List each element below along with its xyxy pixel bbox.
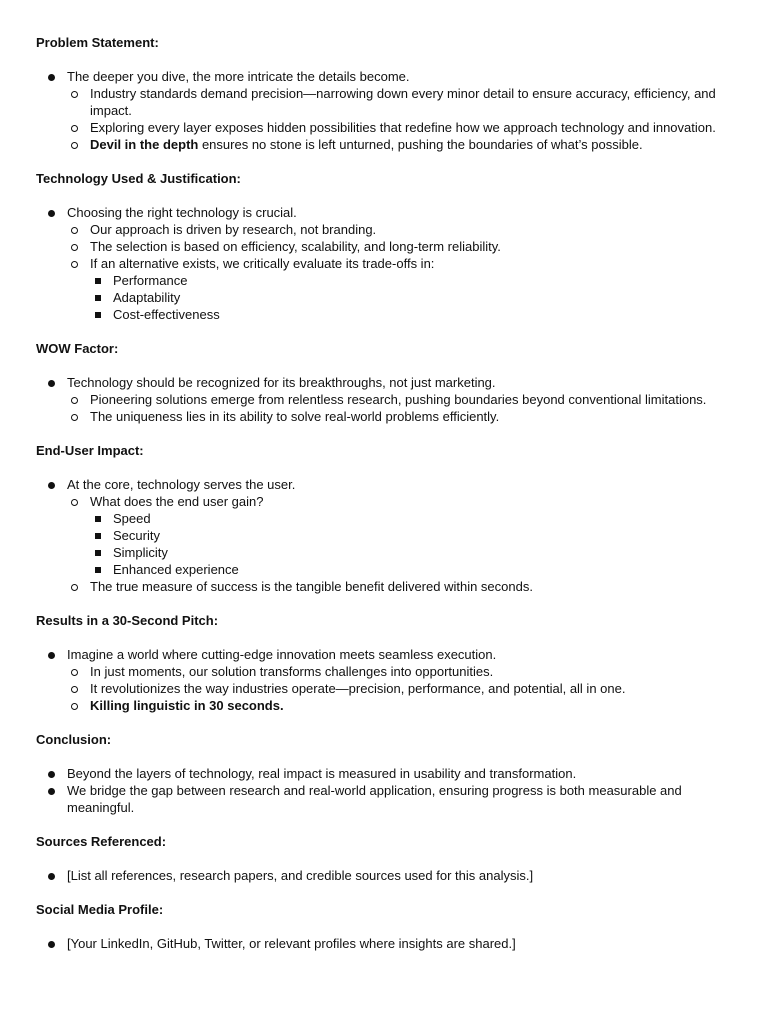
list-item-text: The deeper you dive, the more intricate the details become.	[67, 69, 410, 84]
list-item-text: At the core, technology serves the user.	[67, 477, 296, 492]
sub-list-item-text: If an alternative exists, we critically evaluate its trade-offs in:	[90, 256, 435, 271]
bullet-circle-icon	[67, 85, 87, 102]
sub-list-item	[67, 408, 734, 425]
sub-list	[67, 493, 734, 595]
list-item-text: Imagine a world where cutting-edge innovation meets seamless execution.	[67, 647, 497, 662]
tradeoff-item	[90, 289, 734, 306]
tradeoff-item	[90, 272, 734, 289]
sub-list-item	[67, 119, 734, 136]
heading-problem-statement: Problem Statement:	[36, 35, 159, 50]
impact-list	[36, 476, 734, 595]
list-item-text: Choosing the right technology is crucial.	[67, 205, 297, 220]
bullet-square-icon	[90, 544, 110, 561]
bullet-square-icon	[90, 527, 110, 544]
bullet-circle-icon	[67, 221, 87, 238]
sub-list-item-text: Pioneering solutions emerge from relentless research, pushing boundaries beyond conventional limitations.	[90, 392, 707, 407]
sub-list-item-text: The selection is based on efficiency, scalability, and long-term reliability.	[90, 239, 501, 254]
bullet-circle-icon	[67, 663, 87, 680]
heading-technology: Technology Used & Justification:	[36, 171, 241, 186]
bullet-circle-icon	[67, 493, 87, 510]
bullet-circle-icon	[67, 136, 87, 153]
list-item-text: Technology should be recognized for its breakthroughs, not just marketing.	[67, 375, 496, 390]
gain-item	[90, 510, 734, 527]
bullet-circle-icon	[67, 255, 87, 272]
sub-list-item-text: The true measure of success is the tangible benefit delivered within seconds.	[90, 579, 533, 594]
heading-wow-factor: WOW Factor:	[36, 341, 119, 356]
bullet-circle-icon	[67, 119, 87, 136]
bullet-square-icon	[90, 289, 110, 306]
bullet-disc-icon	[36, 765, 56, 782]
list-item-text: We bridge the gap between research and real-world application, ensuring progress is both measurable and meaningful.	[67, 783, 682, 815]
sub-list-item	[67, 663, 734, 680]
pitch-closing: Killing linguistic in 30 seconds.	[90, 698, 284, 713]
bullet-square-icon	[90, 561, 110, 578]
bullet-disc-icon	[36, 646, 56, 663]
tradeoff-text: Cost-effectiveness	[113, 307, 220, 322]
bullet-disc-icon	[36, 867, 56, 884]
list-item	[36, 867, 734, 884]
bullet-circle-icon	[67, 697, 87, 714]
problem-list	[36, 68, 734, 153]
gain-text: Enhanced experience	[113, 562, 239, 577]
gains-list	[90, 510, 734, 578]
list-item	[36, 782, 734, 816]
sub-list-item	[67, 493, 734, 578]
gain-text: Speed	[113, 511, 151, 526]
list-item	[36, 204, 734, 323]
gain-text: Security	[113, 528, 160, 543]
gain-item	[90, 544, 734, 561]
sub-list-item	[67, 680, 734, 697]
sub-list-item-text: It revolutionizes the way industries operate—precision, performance, and potential, all in one.	[90, 681, 626, 696]
sub-list	[67, 85, 734, 153]
sub-list-item	[67, 85, 734, 119]
bullet-disc-icon	[36, 68, 56, 85]
sources-list	[36, 867, 734, 884]
bullet-disc-icon	[36, 935, 56, 952]
list-item	[36, 374, 734, 425]
tradeoff-list	[90, 272, 734, 323]
bullet-disc-icon	[36, 204, 56, 221]
list-item-text: [List all references, research papers, and credible sources used for this analysis.]	[67, 868, 534, 883]
pitch-list	[36, 646, 734, 714]
tradeoff-item	[90, 306, 734, 323]
sub-list	[67, 391, 734, 425]
bullet-square-icon	[90, 306, 110, 323]
heading-conclusion: Conclusion:	[36, 732, 112, 747]
sub-list	[67, 221, 734, 323]
devil-emphasis: Devil in the depth	[90, 137, 199, 152]
sub-list-item-text: In just moments, our solution transforms challenges into opportunities.	[90, 664, 494, 679]
bullet-square-icon	[90, 510, 110, 527]
sub-list-item-text: What does the end user gain?	[90, 494, 264, 509]
list-item	[36, 646, 734, 714]
conclusion-list	[36, 765, 734, 816]
sub-list	[67, 663, 734, 714]
list-item	[36, 935, 734, 952]
bullet-square-icon	[90, 272, 110, 289]
bullet-circle-icon	[67, 238, 87, 255]
sub-list-item-text: Industry standards demand precision—narrowing down every minor detail to ensure accuracy, efficiency, and impact.	[90, 86, 716, 118]
list-item	[36, 68, 734, 153]
heading-end-user-impact: End-User Impact:	[36, 443, 144, 458]
sub-list-item-text: Our approach is driven by research, not branding.	[90, 222, 377, 237]
bullet-circle-icon	[67, 391, 87, 408]
heading-pitch: Results in a 30-Second Pitch:	[36, 613, 219, 628]
sub-list-item	[67, 221, 734, 238]
bullet-circle-icon	[67, 680, 87, 697]
gain-item	[90, 527, 734, 544]
gain-text: Simplicity	[113, 545, 168, 560]
bullet-circle-icon	[67, 408, 87, 425]
bullet-disc-icon	[36, 782, 56, 799]
technology-list	[36, 204, 734, 323]
bullet-disc-icon	[36, 476, 56, 493]
social-list	[36, 935, 734, 952]
list-item-text: [Your LinkedIn, GitHub, Twitter, or relevant profiles where insights are shared.]	[67, 936, 516, 951]
bullet-circle-icon	[67, 578, 87, 595]
tradeoff-text: Adaptability	[113, 290, 181, 305]
heading-sources: Sources Referenced:	[36, 834, 167, 849]
list-item	[36, 765, 734, 782]
sub-list-item	[67, 136, 734, 153]
list-item	[36, 476, 734, 595]
sub-list-item	[67, 697, 734, 714]
sub-list-item-text: The uniqueness lies in its ability to solve real-world problems efficiently.	[90, 409, 500, 424]
sub-list-item	[67, 578, 734, 595]
tradeoff-text: Performance	[113, 273, 188, 288]
sub-list-item	[67, 391, 734, 408]
list-item-text: Beyond the layers of technology, real impact is measured in usability and transformation.	[67, 766, 577, 781]
bullet-disc-icon	[36, 374, 56, 391]
sub-list-item-text: Exploring every layer exposes hidden possibilities that redefine how we approach technology and innovation.	[90, 120, 716, 135]
sub-list-item	[67, 238, 734, 255]
wow-list	[36, 374, 734, 425]
sub-list-item	[67, 255, 734, 323]
gain-item	[90, 561, 734, 578]
heading-social-media: Social Media Profile:	[36, 902, 164, 917]
devil-text: ensures no stone is left unturned, pushing the boundaries of what’s possible.	[198, 137, 643, 152]
